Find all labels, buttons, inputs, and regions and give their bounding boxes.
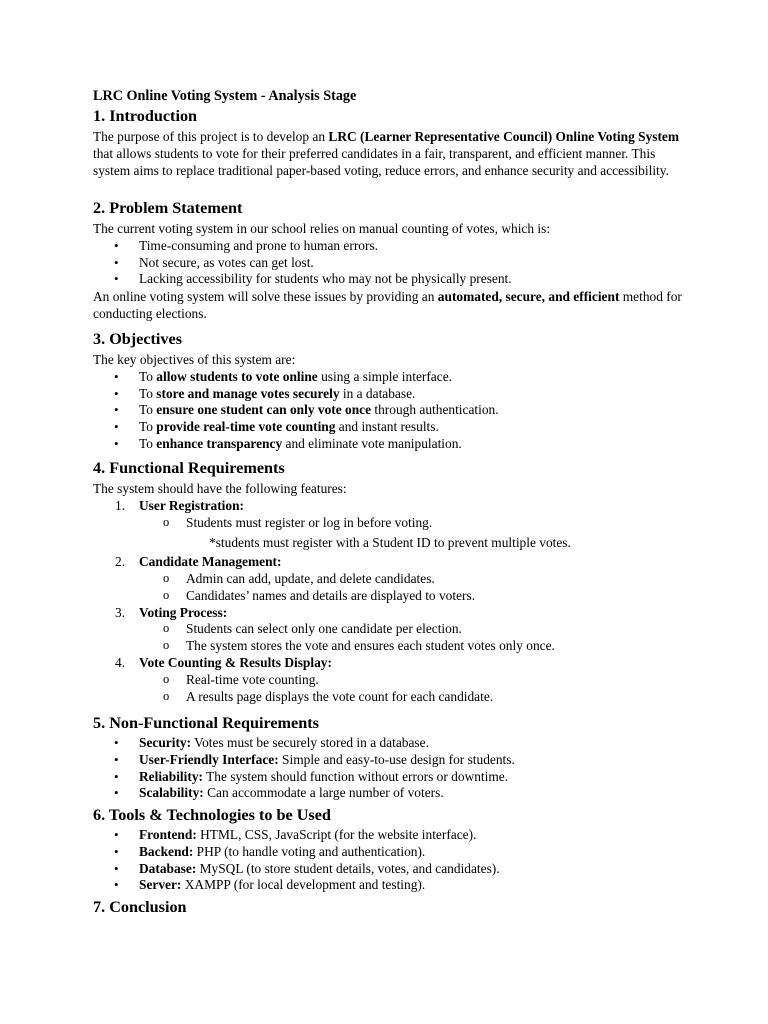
tools-section (93, 806, 683, 894)
list-item (93, 844, 683, 861)
nonfunctional-list (93, 735, 683, 802)
objective-keyword: enhance transparency (156, 435, 283, 451)
list-item (93, 752, 683, 769)
introduction-text-start: The purpose of this project is to develop an (93, 129, 329, 144)
problem-section (93, 199, 683, 323)
problem-closing-bold: automated, secure, and efficient (437, 289, 620, 305)
objective-prefix: To (139, 368, 157, 384)
item-text: Can accommodate a large number of voters. (203, 785, 444, 801)
list-item (93, 436, 683, 453)
item-label: Scalability: (139, 785, 204, 801)
objective-prefix: To (139, 419, 157, 435)
introduction-system-name: LRC (Learner Representative Council) Online Voting System (328, 129, 680, 144)
item-text: Simple and easy-to-use design for students. (278, 751, 515, 767)
item-text: Votes must be securely stored in a database. (191, 735, 429, 750)
sub-item: o The system stores the vote and ensures each student votes only once. (139, 638, 683, 655)
sub-item: o Admin can add, update, and delete candidates. (139, 571, 683, 588)
item-label: Frontend: (139, 827, 197, 842)
sub-item: o Students can select only one candidate per election. (139, 621, 683, 638)
sub-item: o Students must register or log in before voting. (139, 515, 683, 532)
requirement-number: 4. (115, 654, 126, 670)
objective-suffix: through authentication. (371, 402, 499, 418)
item-text: PHP (to handle voting and authentication). (193, 843, 426, 859)
functional-lead: The system should have the following features: (93, 481, 347, 496)
list-item (93, 386, 683, 403)
conclusion-section (93, 898, 683, 917)
item-label: Server: (139, 877, 182, 893)
introduction-text-end: that allows students to vote for their preferred candidates in a fair, transparent, and efficient manner. This system aims to replace traditional paper-based voting, reduce errors, and enhance security and accessibility. (93, 145, 669, 178)
requirement-subitems (139, 515, 683, 532)
list-item (93, 402, 683, 419)
introduction-paragraph (93, 129, 683, 179)
item-label: User-Friendly Interface: (139, 751, 279, 767)
list-item (93, 861, 683, 878)
nonfunctional-section (93, 714, 683, 802)
objective-keyword: store and manage votes securely (156, 385, 340, 401)
problem-closing-end: method for conducting elections. (93, 289, 682, 321)
functional-section (93, 459, 683, 705)
sub-item: o Real-time vote counting. (139, 672, 683, 689)
requirement-title: Voting Process: (139, 604, 228, 620)
objectives-section (93, 330, 683, 453)
document-title: LRC Online Voting System - Analysis Stage (93, 88, 357, 104)
nonfunctional-heading: 5. Non-Functional Requirements (93, 714, 319, 732)
requirement-item (93, 655, 683, 705)
requirement-number: 1. (115, 497, 126, 513)
objective-keyword: allow students to vote online (156, 368, 318, 384)
problem-closing-start: An online voting system will solve these issues by providing an (93, 289, 438, 305)
item-text: XAMPP (for local development and testing). (181, 877, 426, 893)
item-text: MySQL (to store student details, votes, and candidates). (196, 860, 500, 876)
tools-heading: 6. Tools & Technologies to be Used (93, 806, 331, 824)
problem-heading: 2. Problem Statement (93, 199, 243, 217)
list-item: • Lacking accessibility for students who may not be physically present. (93, 271, 683, 288)
requirement-title: Vote Counting & Results Display: (139, 654, 332, 670)
item-text: The system should function without errors or downtime. (202, 768, 509, 784)
item-label: Database: (139, 860, 197, 876)
item-label: Reliability: (139, 768, 203, 784)
list-item (93, 769, 683, 786)
objective-suffix: using a simple interface. (317, 368, 452, 384)
list-item (93, 785, 683, 802)
objective-prefix: To (139, 435, 157, 451)
requirement-subitems (139, 672, 683, 706)
objective-prefix: To (139, 402, 157, 418)
list-item (93, 877, 683, 894)
objective-suffix: and eliminate vote manipulation. (282, 435, 462, 451)
objective-keyword: provide real-time vote counting (156, 419, 336, 435)
introduction-heading: 1. Introduction (93, 107, 198, 125)
list-item: • Time-consuming and prone to human errors. (93, 238, 683, 255)
sub-item: o A results page displays the vote count for each candidate. (139, 689, 683, 706)
requirement-number: 2. (115, 554, 126, 570)
requirement-title: User Registration: (139, 497, 244, 513)
objective-keyword: ensure one student can only vote once (156, 402, 372, 418)
functional-list (93, 498, 683, 706)
requirement-item (93, 605, 683, 655)
requirement-title: Candidate Management: (139, 554, 282, 570)
objective-suffix: in a database. (339, 385, 416, 401)
item-text: HTML, CSS, JavaScript (for the website interface). (196, 827, 477, 842)
objective-suffix: and instant results. (335, 419, 439, 435)
requirement-note: *students must register with a Student ID to prevent multiple votes. (209, 535, 571, 551)
list-item (93, 827, 683, 844)
item-label: Security: (139, 735, 192, 750)
list-item (93, 735, 683, 752)
objective-prefix: To (139, 385, 157, 401)
requirement-item (93, 498, 683, 552)
problem-list (93, 238, 683, 288)
tools-list (93, 827, 683, 894)
requirement-subitems (139, 621, 683, 655)
requirement-number: 3. (115, 604, 126, 620)
problem-closing (93, 289, 683, 323)
objectives-list (93, 369, 683, 453)
introduction-section (93, 107, 683, 179)
requirement-subitems (139, 571, 683, 605)
sub-item: o Candidates’ names and details are displayed to voters. (139, 588, 683, 605)
list-item (93, 369, 683, 386)
item-label: Backend: (139, 843, 194, 859)
objectives-heading: 3. Objectives (93, 330, 183, 348)
problem-lead: The current voting system in our school relies on manual counting of votes, which is: (93, 221, 551, 236)
functional-heading: 4. Functional Requirements (93, 459, 285, 477)
requirement-item (93, 554, 683, 604)
objectives-lead: The key objectives of this system are: (93, 352, 296, 367)
list-item: • Not secure, as votes can get lost. (93, 255, 683, 272)
list-item (93, 419, 683, 436)
conclusion-heading: 7. Conclusion (93, 898, 187, 916)
